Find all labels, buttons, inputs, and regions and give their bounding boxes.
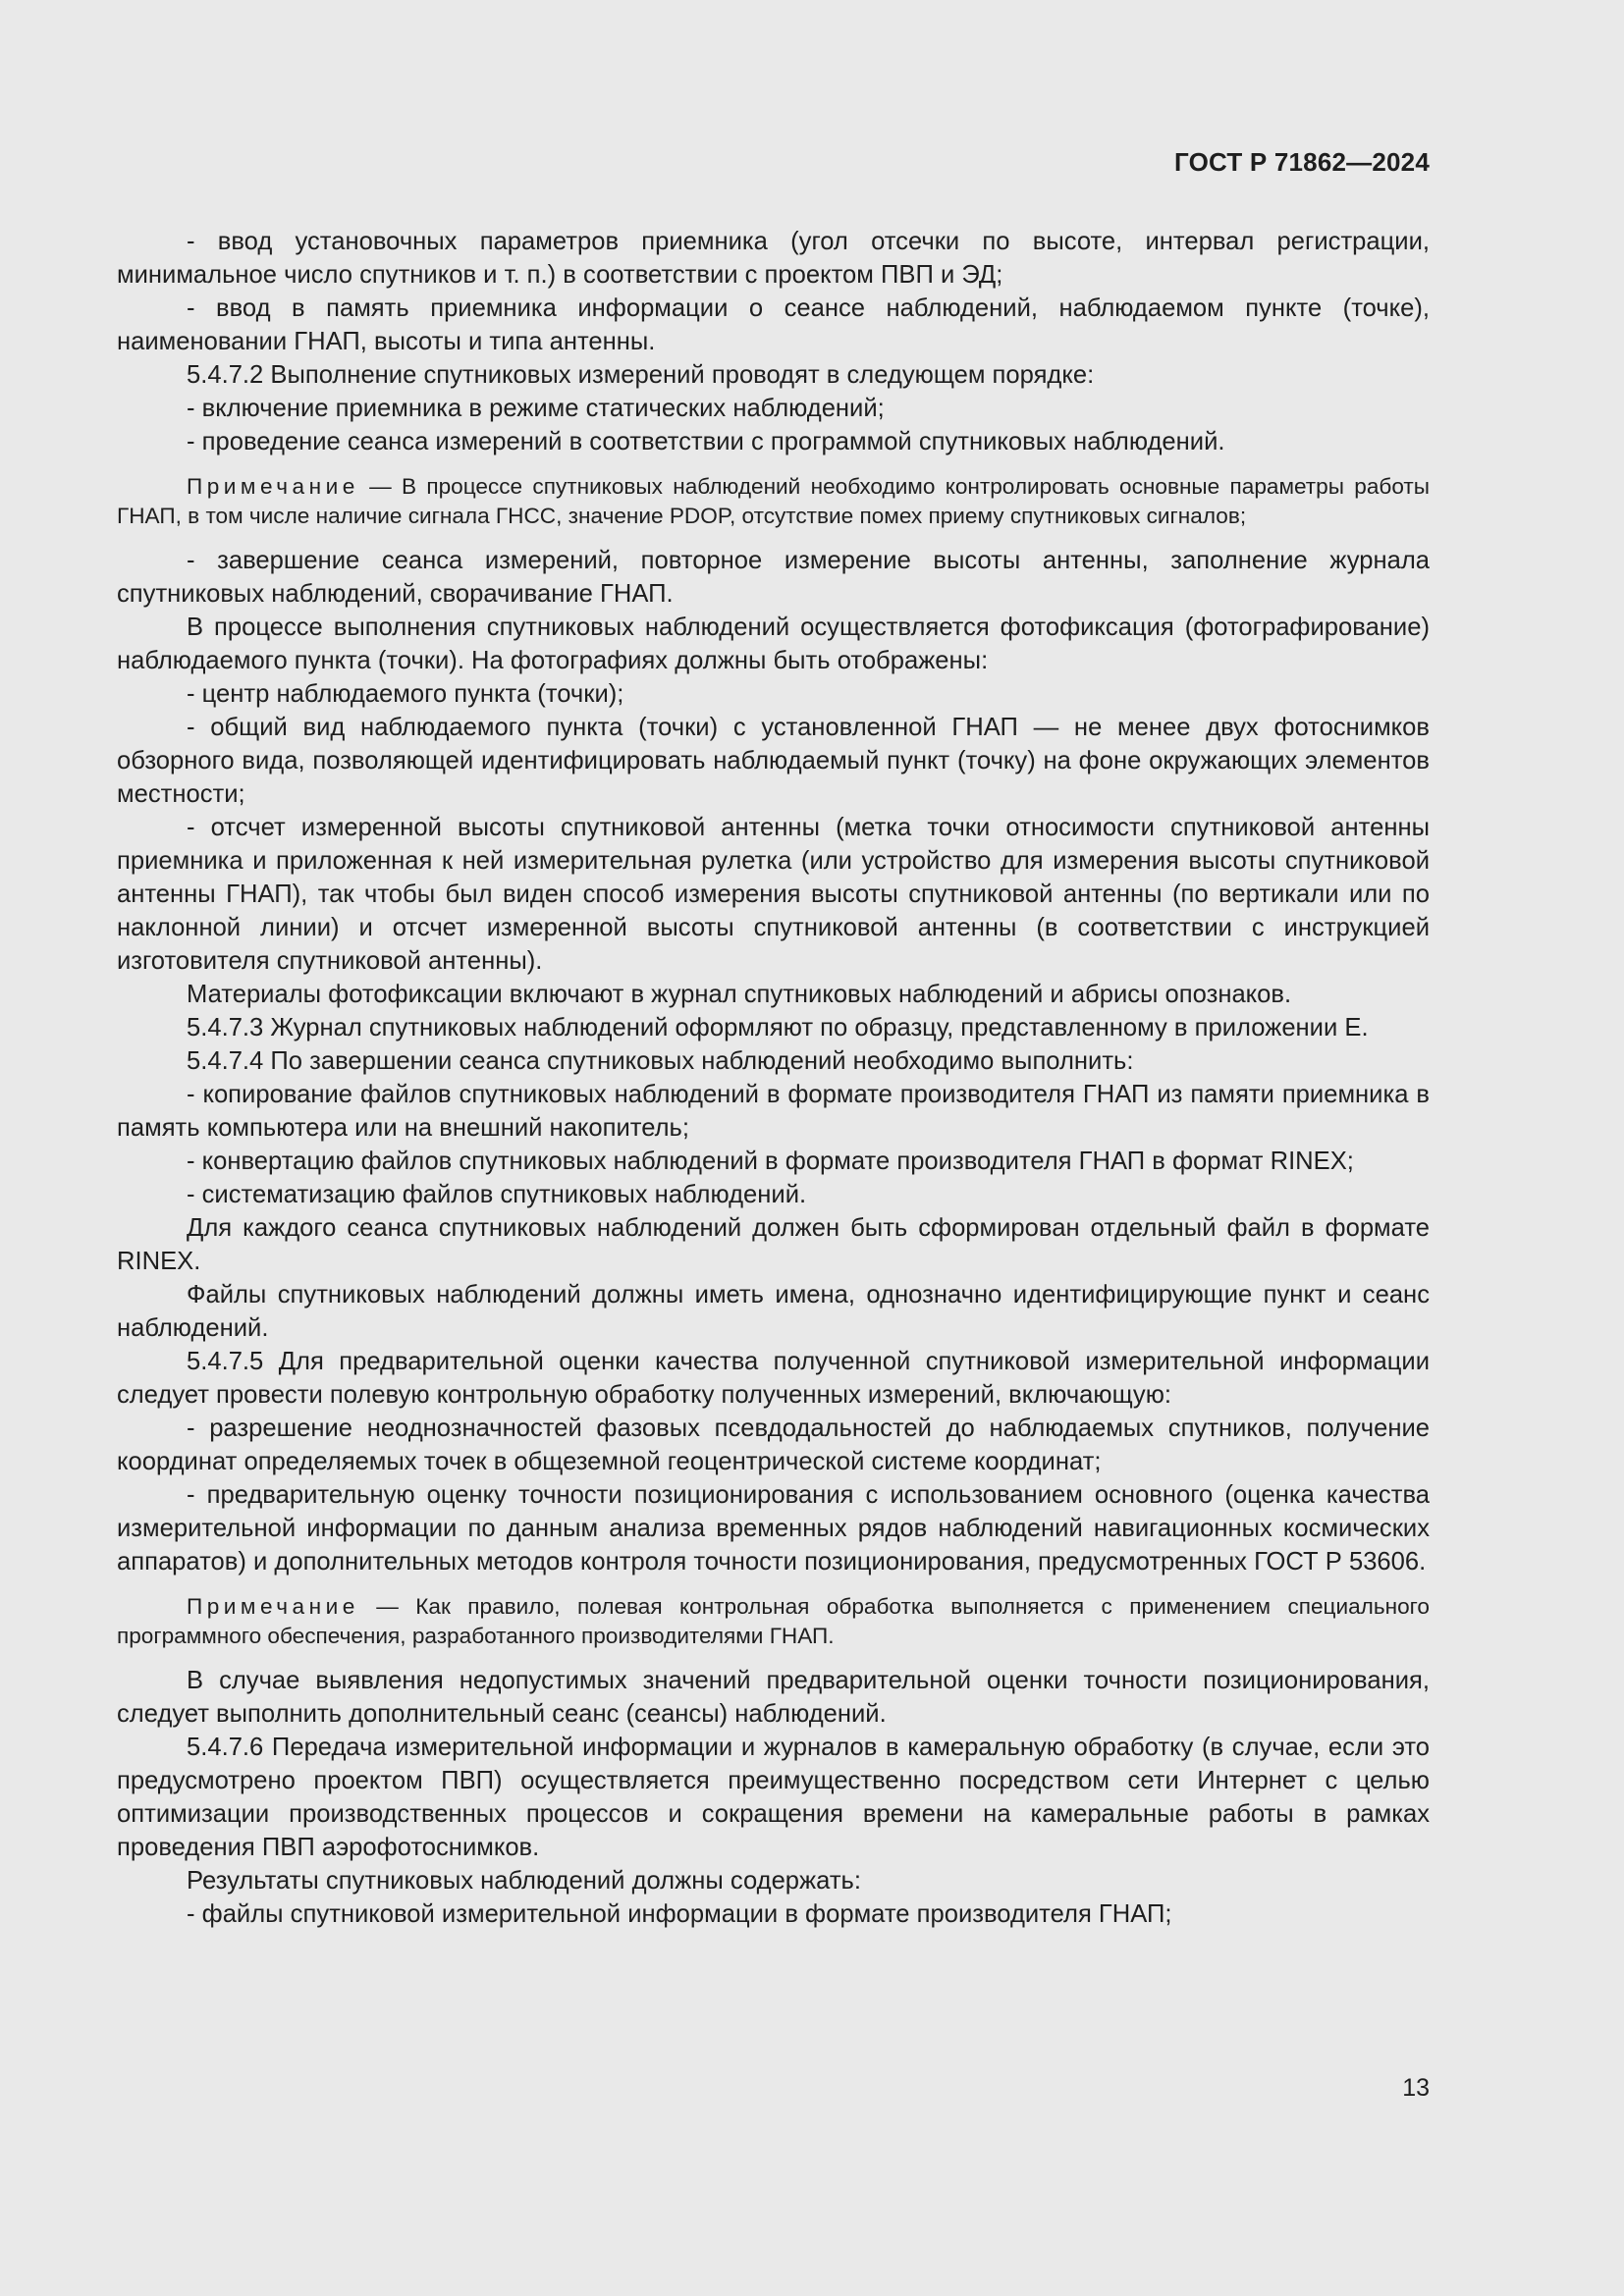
note — [117, 472, 1430, 530]
paragraph: Материалы фотофиксации включают в журнал спутниковых наблюдений и абрисы опознаков. — [187, 981, 1292, 1008]
paragraph: - разрешение неоднозначностей фазовых псевдодальностей до наблюдаемых спутников, получение координат определяемых точек в общеземной геоцентрической системе координат; — [117, 1415, 1430, 1475]
paragraph: - копирование файлов спутниковых наблюдений в формате производителя ГНАП из памяти приемника в память компьютера или на внешний накопитель; — [117, 1081, 1430, 1142]
paragraph: - ввод установочных параметров приемника (угол отсечки по высоте, интервал регистрации, минимальное число спутников и т. п.) в соответствии с проектом ПВП и ЭД; — [117, 228, 1430, 289]
paragraph: В случае выявления недопустимых значений предварительной оценки точности позиционирования, следует выполнить дополнительный сеанс (сеансы) наблюдений. — [117, 1667, 1430, 1728]
note-label: Примечание — [187, 474, 359, 499]
paragraph: 5.4.7.5 Для предварительной оценки качества полученной спутниковой измерительной информации следует провести полевую контрольную обработку полученных измерений, включающую: — [117, 1348, 1430, 1409]
paragraph: - файлы спутниковой измерительной информации в формате производителя ГНАП; — [187, 1900, 1172, 1928]
paragraph: Результаты спутниковых наблюдений должны содержать: — [187, 1867, 861, 1895]
paragraph: В процессе выполнения спутниковых наблюдений осуществляется фотофиксация (фотографирование) наблюдаемого пункта (точки). На фотографиях должны быть отображены: — [117, 614, 1430, 674]
paragraph: Для каждого сеанса спутниковых наблюдений должен быть сформирован отдельный файл в формате RINEX. — [117, 1214, 1430, 1275]
note-text: — В процессе спутниковых наблюдений необходимо контролировать основные параметры работы ГНАП, в том числе наличие сигнала ГНСС, значение PDOP, отсутствие помех приему спутниковых сигналов; — [117, 474, 1430, 528]
note — [117, 1592, 1430, 1650]
paragraph: 5.4.7.4 По завершении сеанса спутниковых наблюдений необходимо выполнить: — [187, 1047, 1134, 1075]
paragraph: - проведение сеанса измерений в соответствии с программой спутниковых наблюдений. — [187, 428, 1225, 455]
paragraph: - отсчет измеренной высоты спутниковой антенны (метка точки относимости спутниковой антенны приемника и приложенная к ней измерительная рулетка (или устройство для измерения высоты спутниковой антенны ГНАП), так чтобы был виден способ измерения высоты спутниковой антенны (по вертикали или по наклонной линии) и отсчет измеренной высоты спутниковой антенны (в соответствии с инструкцией изготовителя спутниковой антенны). — [117, 814, 1430, 975]
paragraph: - предварительную оценку точности позиционирования с использованием основного (оценка качества измерительной информации по данным анализа временных рядов наблюдений навигационных космических аппаратов) и дополнительных методов контроля точности позиционирования, предусмотренных ГОСТ Р 53606. — [117, 1481, 1430, 1575]
document-code: ГОСТ Р 71862—2024 — [1174, 147, 1430, 177]
page-number: 13 — [1402, 2074, 1430, 2102]
paragraph: 5.4.7.6 Передача измерительной информации и журналов в камеральную обработку (в случае, если это предусмотрено проектом ПВП) осуществляется преимущественно посредством сети Интернет с целью оптимизации производственных процессов и сокращения времени на камеральные работы в рамках проведения ПВП аэрофотоснимков. — [117, 1734, 1430, 1861]
paragraph: - систематизацию файлов спутниковых наблюдений. — [187, 1181, 807, 1208]
paragraph: 5.4.7.2 Выполнение спутниковых измерений проводят в следующем порядке: — [187, 361, 1095, 389]
paragraph: - центр наблюдаемого пункта (точки); — [187, 680, 624, 708]
paragraph: 5.4.7.3 Журнал спутниковых наблюдений оформляют по образцу, представленному в приложении Е. — [187, 1014, 1369, 1041]
note-label: Примечание — [187, 1594, 359, 1619]
paragraph: - конвертацию файлов спутниковых наблюдений в формате производителя ГНАП в формат RINEX; — [187, 1148, 1354, 1175]
paragraph: - завершение сеанса измерений, повторное измерение высоты антенны, заполнение журнала спутниковых наблюдений, сворачивание ГНАП. — [117, 547, 1430, 608]
page-body — [117, 225, 1430, 1931]
paragraph: - ввод в память приемника информации о сеансе наблюдений, наблюдаемом пункте (точке), наименовании ГНАП, высоты и типа антенны. — [117, 294, 1430, 355]
note-text: — Как правило, полевая контрольная обработка выполняется с применением специального программного обеспечения, разработанного производителями ГНАП. — [117, 1594, 1430, 1648]
paragraph: Файлы спутниковых наблюдений должны иметь имена, однозначно идентифицирующие пункт и сеанс наблюдений. — [117, 1281, 1430, 1342]
paragraph: - общий вид наблюдаемого пункта (точки) с установленной ГНАП — не менее двух фотоснимков обзорного вида, позволяющей идентифицировать наблюдаемый пункт (точку) на фоне окружающих элементов местности; — [117, 714, 1430, 808]
paragraph: - включение приемника в режиме статических наблюдений; — [187, 395, 885, 422]
